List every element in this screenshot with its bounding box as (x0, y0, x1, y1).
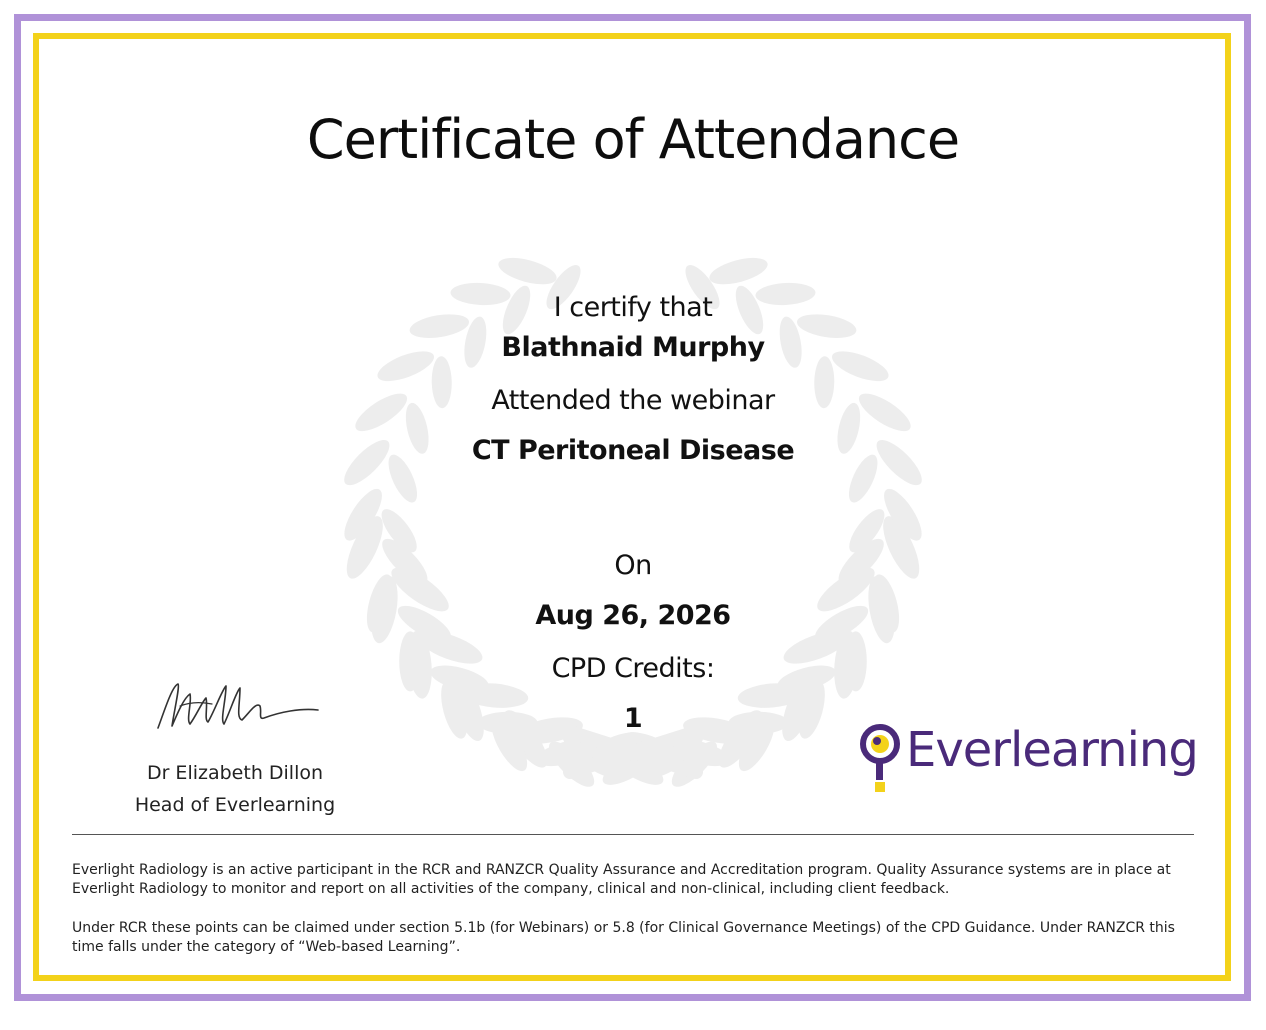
cpd-credits-value: 1 (623, 703, 643, 734)
certificate-title: Certificate of Attendance (306, 108, 960, 171)
attendance-date: Aug 26, 2026 (535, 600, 731, 631)
laurel-leaf (707, 253, 771, 290)
logo-wordmark: Everlearning (906, 722, 1198, 778)
attendee-name: Blathnaid Murphy (501, 332, 765, 363)
footer-paragraph-cpd: Under RCR these points can be claimed under section 5.1b (for Webinars) or 5.8 (for Clinical Governance Meetings) of the CPD Guidance. Under RANZCR this time falls under the category of “Web-based Learning”. (72, 920, 1175, 955)
signatory-name: Dr Elizabeth Dillon (146, 762, 324, 784)
webinar-title: CT Peritoneal Disease (471, 435, 795, 466)
attended-text: Attended the webinar (491, 385, 775, 416)
cpd-credits-label: CPD Credits: (551, 653, 715, 684)
certify-text: I certify that (553, 292, 713, 323)
footer-paragraph-qa: Everlight Radiology is an active participant in the RCR and RANZCR Quality Assurance and Accreditation program. Quality Assurance systems are in place at Everlight Radiology to monitor and report on all activities of the company, clinical and non-clinical, including client feedback. (72, 862, 1171, 897)
footer-divider (72, 834, 1194, 835)
lightbulb-icon (858, 722, 902, 796)
laurel-leaf (496, 253, 560, 290)
signatory-role: Head of Everlearning (134, 794, 336, 816)
on-text: On (614, 550, 652, 581)
signature-image (150, 672, 326, 744)
everlearning-logo (858, 720, 1198, 800)
